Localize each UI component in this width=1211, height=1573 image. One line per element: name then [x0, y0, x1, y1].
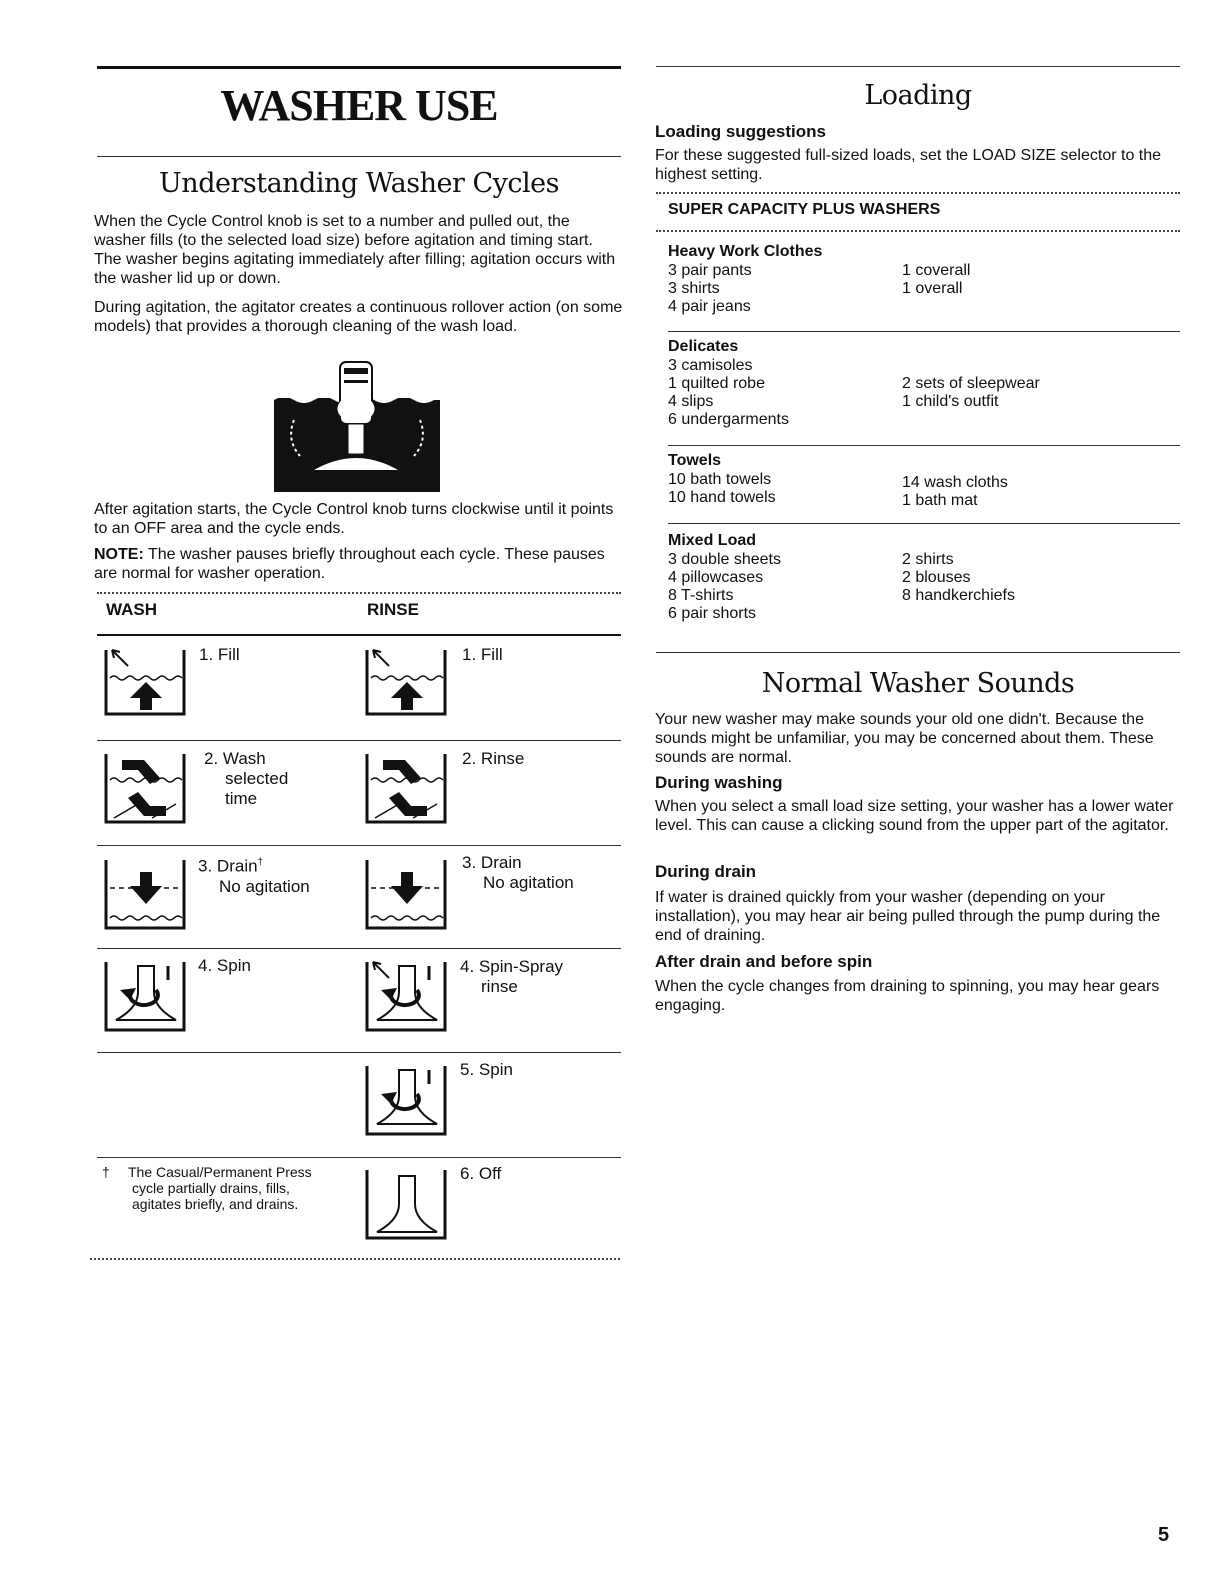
- page-title: WASHER USE: [220, 81, 498, 130]
- rinse-step-6: 6. Off: [460, 1164, 502, 1183]
- page-number: 5: [1158, 1524, 1170, 1546]
- off-icon: [365, 1168, 449, 1245]
- towels-right-items: 14 wash cloths 1 bath mat: [902, 474, 1008, 509]
- group-towels: Towels: [668, 452, 722, 469]
- cycles-para-1: When the Cycle Control knob is set to a number and pulled out, the washer fills (to the selected load size) before agitation and timing start. The washer begins agitating immediately after filling; agitation occurs with the washer lid up or down.: [94, 213, 616, 287]
- agitator-illustration: [274, 360, 440, 492]
- rinse-step-4: 4. Spin-Spray rinse: [460, 957, 564, 996]
- group-mixed-load: Mixed Load: [668, 532, 757, 549]
- rinse-icon: [365, 752, 449, 829]
- mixed-left-items: 3 double sheets 4 pillowcases 8 T-shirts 6 pair shorts: [668, 551, 781, 622]
- section-title-sounds: Normal Washer Sounds: [761, 668, 1075, 699]
- sound-text-spin: When the cycle changes from draining to spinning, you may hear gears engaging.: [655, 978, 1160, 1014]
- section-title-cycles: Understanding Washer Cycles: [159, 168, 559, 199]
- wash-step-1: 1. Fill: [199, 645, 240, 664]
- loading-suggestions-heading: Loading suggestions: [655, 122, 826, 141]
- loading-suggestions-text: For these suggested full-sized loads, set the LOAD SIZE selector to the highest setting.: [655, 147, 1162, 183]
- sound-text-washing: When you select a small load size setting, your washer has a lower water level. This can cause a clicking sound from the upper part of the agitator.: [655, 798, 1174, 834]
- cycles-para-2: During agitation, the agitator creates a continuous rollover action (on some models) that provides a thorough cleaning of the wash load.: [94, 299, 623, 335]
- rinse-step-3: 3. Drain No agitation: [462, 853, 574, 892]
- note-label: NOTE:: [94, 546, 144, 563]
- rinse-fill-icon: [365, 648, 449, 721]
- group-heavy-work-clothes: Heavy Work Clothes: [668, 243, 823, 260]
- sound-text-drain: If water is drained quickly from your washer (depending on your installation), you may hear air being pulled through the pump during the end of draining.: [655, 889, 1161, 944]
- heavy-right-items: 1 coverall 1 overall: [902, 262, 971, 297]
- section-title-loading: Loading: [864, 80, 972, 111]
- table-header: SUPER CAPACITY PLUS WASHERS: [668, 201, 941, 218]
- towels-left-items: 10 bath towels 10 hand towels: [668, 471, 776, 506]
- sounds-intro: Your new washer may make sounds your old one didn't. Because the sounds might be unfamiliar, you may be concerned about them. These sounds are normal.: [655, 711, 1154, 766]
- rinse-spin-icon: [365, 1064, 449, 1141]
- spin-icon: [104, 960, 188, 1037]
- wash-step-2: 2. Wash selected time: [204, 749, 289, 808]
- group-delicates: Delicates: [668, 338, 739, 355]
- footnote: † The Casual/Permanent Press cycle partially drains, fills, agitates briefly, and drains.: [102, 1164, 312, 1212]
- fill-icon: [104, 648, 188, 721]
- rinse-step-1: 1. Fill: [462, 645, 503, 664]
- sound-heading-washing: During washing: [655, 773, 783, 792]
- wash-column-header: WASH: [106, 600, 157, 619]
- wash-step-3: 3. Drain† No agitation: [198, 856, 310, 896]
- mixed-right-items: 2 shirts 2 blouses 8 handkerchiefs: [902, 551, 1015, 604]
- rinse-step-2: 2. Rinse: [462, 749, 525, 768]
- delicates-left-items: 3 camisoles 1 quilted robe 4 slips 6 undergarments: [668, 357, 789, 428]
- rinse-drain-icon: [365, 858, 449, 935]
- rinse-column-header: RINSE: [367, 600, 419, 619]
- wash-step-4: 4. Spin: [198, 956, 251, 975]
- note-text: The washer pauses briefly throughout each cycle. These pauses are normal for washer operation.: [94, 546, 605, 582]
- delicates-right-items: 2 sets of sleepwear 1 child's outfit: [902, 375, 1040, 410]
- spin-spray-icon: [365, 960, 449, 1037]
- drain-icon: [104, 858, 188, 935]
- sound-heading-spin: After drain and before spin: [655, 952, 873, 971]
- cycles-para-3: After agitation starts, the Cycle Control knob turns clockwise until it points to an OFF area and the cycle ends.: [94, 501, 614, 537]
- rinse-step-5: 5. Spin: [460, 1060, 513, 1079]
- note-paragraph: [94, 545, 624, 583]
- wash-icon: [104, 752, 188, 829]
- heavy-left-items: 3 pair pants 3 shirts 4 pair jeans: [668, 262, 752, 315]
- sound-heading-drain: During drain: [655, 862, 757, 881]
